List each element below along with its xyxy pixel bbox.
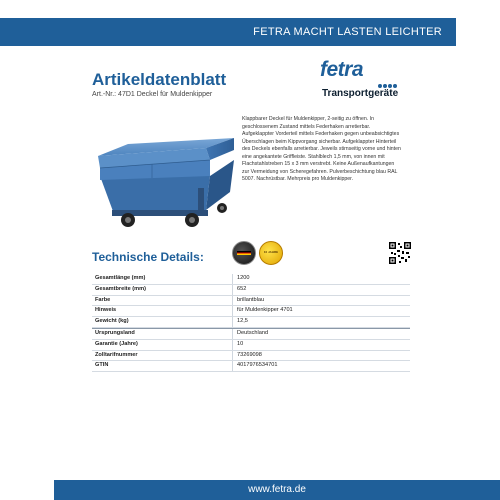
footer-bar: [54, 480, 500, 500]
spec-row: Hinweis für Muldenkipper 4701: [92, 306, 410, 317]
fetra-logo: [320, 58, 405, 82]
spec-row: Gewicht (kg) 12,5: [92, 317, 410, 328]
article-number: Art.-Nr.: 47D1 Deckel für Muldenkipper: [92, 91, 213, 98]
qr-code-icon: [388, 241, 412, 265]
spec-row: Gesamtbreite (mm) 652: [92, 285, 410, 296]
header-bar: [0, 18, 456, 46]
warranty-badge: 10 JAHRE: [259, 241, 283, 265]
spec-table: [92, 274, 410, 372]
brand-tagline: Transportgeräte: [322, 88, 399, 99]
made-in-germany-badge: [232, 241, 256, 265]
spec-row: Gesamtlänge (mm) 1200: [92, 274, 410, 285]
technical-details-heading: Technische Details:: [92, 250, 204, 264]
spec-row: GTIN 4017976534701: [92, 361, 410, 372]
spec-row: Farbe brillantblau: [92, 296, 410, 307]
page-title: Artikeldatenblatt: [92, 70, 227, 89]
website-link[interactable]: www.fetra.de: [248, 484, 306, 495]
logo-wordmark: fetra: [320, 58, 364, 81]
spec-row: Zolltarifnummer 73269098: [92, 351, 410, 362]
product-description: Klappbarer Deckel für Muldenkipper, 2-seitig zu öffnen. In geschlossenem Zustand mittels Federhaken arretierbar. Aufgeklappter Vorderteil mittels Federhaken gegen unbeabsichtigtes Überschlagen beim Kippvorgang sicherbar. Aufgeklappter Hinterteil des Deckels ebenfalls arretierbar. Jeweils stirnseitig vorne und hinten eine angekantete Griffleiste. Stahlblech 1,5 mm, von innen mit Flachstahlstreben 15 x 3 mm verstrebt. Keine Außenaufkantungen zur Vermeidung von Scheregefahren. Pulverbeschichtung blau RAL 5007. Nachrüstbar. Mehrpreis pro Muldenkipper.: [242, 116, 401, 183]
slogan: FETRA MACHT LASTEN LEICHTER: [253, 26, 442, 38]
spec-row: Ursprungsland Deutschland: [92, 329, 410, 340]
german-flag-icon: [237, 251, 251, 255]
product-image: [88, 118, 238, 230]
spec-row: Garantie (Jahre) 10: [92, 340, 410, 351]
